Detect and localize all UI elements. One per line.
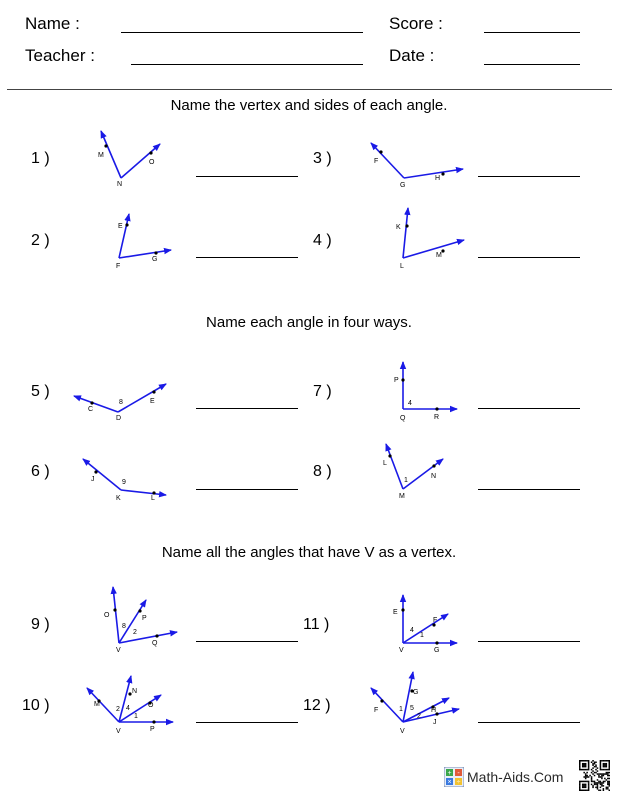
ray-1-1 [101,131,121,178]
point-label: P [394,377,399,384]
point-dot-10-4 [152,720,155,723]
point-label: H [435,175,441,182]
angle-number: 4 [126,705,130,712]
point-label: M [436,252,442,259]
point-label: N [132,688,138,695]
point-dot-2-1 [125,223,128,226]
point-label: E [393,609,398,616]
point-label: E [150,398,155,405]
point-dot-5-1 [90,401,93,404]
point-label: F [374,158,379,165]
point-label: F [374,707,379,714]
problem-number-10: 10 ) [22,697,50,714]
point-dot-3-1 [379,150,382,153]
angle-number: 1 [404,477,408,484]
ray-9-1 [113,587,119,643]
section-heading-four-ways: Name each angle in four ways. [206,314,412,331]
vertex-label: L [400,263,404,270]
date-label: Date : [389,46,435,65]
point-label: Q [152,640,158,647]
name-label: Name : [25,14,80,33]
point-label: L [151,495,155,502]
vertex-label: V [116,728,121,735]
problem-number-9: 9 ) [31,616,50,633]
ray-10-1 [87,688,119,722]
ray-5-2 [118,384,166,412]
angle-number: 4 [408,400,412,407]
svg-text:÷: ÷ [456,779,461,786]
vertex-label: N [117,181,123,188]
angle-number: 9 [122,479,126,486]
ray-9-3 [119,632,177,643]
qr-code-icon [579,760,610,791]
point-label: P [142,615,147,622]
point-dot-8-2 [432,464,435,467]
vertex-label: D [116,415,122,422]
point-label: F [433,617,438,624]
svg-text:-: - [457,770,460,777]
point-label: N [431,473,437,480]
point-dot-11-1 [401,608,404,611]
svg-text:×: × [447,779,452,786]
point-label: O [104,612,110,619]
point-label: G [152,256,158,263]
ray-8-2 [403,459,443,489]
point-dot-1-1 [104,144,107,147]
point-label: K [396,224,401,231]
angle-number: 8 [122,623,126,630]
point-label: O [148,702,154,709]
problem-number-4: 4 ) [313,232,332,249]
problem-number-5: 5 ) [31,383,50,400]
point-dot-1-2 [149,151,152,154]
point-label: H [431,707,437,714]
vertex-label: K [116,495,121,502]
teacher-label: Teacher : [25,46,95,65]
ray-6-1 [83,459,121,490]
point-dot-3-2 [441,172,444,175]
point-dot-8-1 [388,454,391,457]
vertex-label: Q [400,415,406,422]
angle-number: 1 [134,713,138,720]
vertex-label: G [400,182,406,189]
ray-6-2 [121,490,166,495]
point-label: G [434,647,440,654]
vertex-label: M [399,493,405,500]
point-dot-7-2 [435,407,438,410]
problem-number-1: 1 ) [31,150,50,167]
point-dot-9-3 [155,634,158,637]
vertex-label: V [400,728,405,735]
point-dot-5-2 [152,390,155,393]
ray-5-1 [74,396,118,412]
vertex-label: F [116,263,121,270]
point-label: O [149,159,155,166]
point-label: M [98,152,104,159]
problem-number-6: 6 ) [31,463,50,480]
point-dot-6-1 [94,470,97,473]
point-label: G [413,689,419,696]
ray-4-1 [403,208,408,258]
ray-2-1 [119,214,129,258]
point-label: J [91,476,95,483]
section-heading-v-vertex: Name all the angles that have V as a vertex. [161,544,457,561]
problem-number-2: 2 ) [31,232,50,249]
ray-2-2 [119,250,171,258]
score-label: Score : [389,14,443,33]
angle-number: 5 [410,705,414,712]
ray-8-1 [386,444,403,489]
ray-12-1 [371,688,403,722]
point-dot-2-2 [154,251,157,254]
angle-number: 8 [119,399,123,406]
problem-number-11: 11 ) [303,616,330,633]
angle-number: 1 [399,706,403,713]
point-label: M [94,701,100,708]
point-label: E [118,223,123,230]
angle-number: 2 [133,629,137,636]
section-heading-vertex-sides: Name the vertex and sides of each angle. [170,97,448,114]
point-label: J [433,719,437,726]
problem-number-12: 12 ) [303,697,331,714]
svg-text:+: + [447,770,452,777]
point-label: L [383,460,387,467]
problem-number-7: 7 ) [313,383,332,400]
angle-number: 4 [410,627,414,634]
point-label: P [150,726,155,733]
angle-number: 2 [417,713,421,720]
point-label: R [434,414,440,421]
angle-number: 1 [420,632,424,639]
point-label: C [88,406,94,413]
point-dot-11-3 [435,641,438,644]
ray-4-2 [403,240,464,258]
point-dot-9-2 [138,609,141,612]
point-dot-4-1 [405,224,408,227]
ray-12-2 [403,672,413,722]
point-dot-4-2 [441,249,444,252]
angle-number: 2 [116,706,120,713]
problem-number-3: 3 ) [313,150,332,167]
vertex-label: V [399,647,404,654]
point-dot-9-1 [113,608,116,611]
ray-3-2 [404,169,463,178]
point-dot-12-1 [380,699,383,702]
vertex-label: V [116,647,121,654]
problem-number-8: 8 ) [313,463,332,480]
point-dot-7-1 [401,378,404,381]
calculator-icon [444,767,464,787]
site-name[interactable]: Math-Aids.Com [467,769,564,785]
